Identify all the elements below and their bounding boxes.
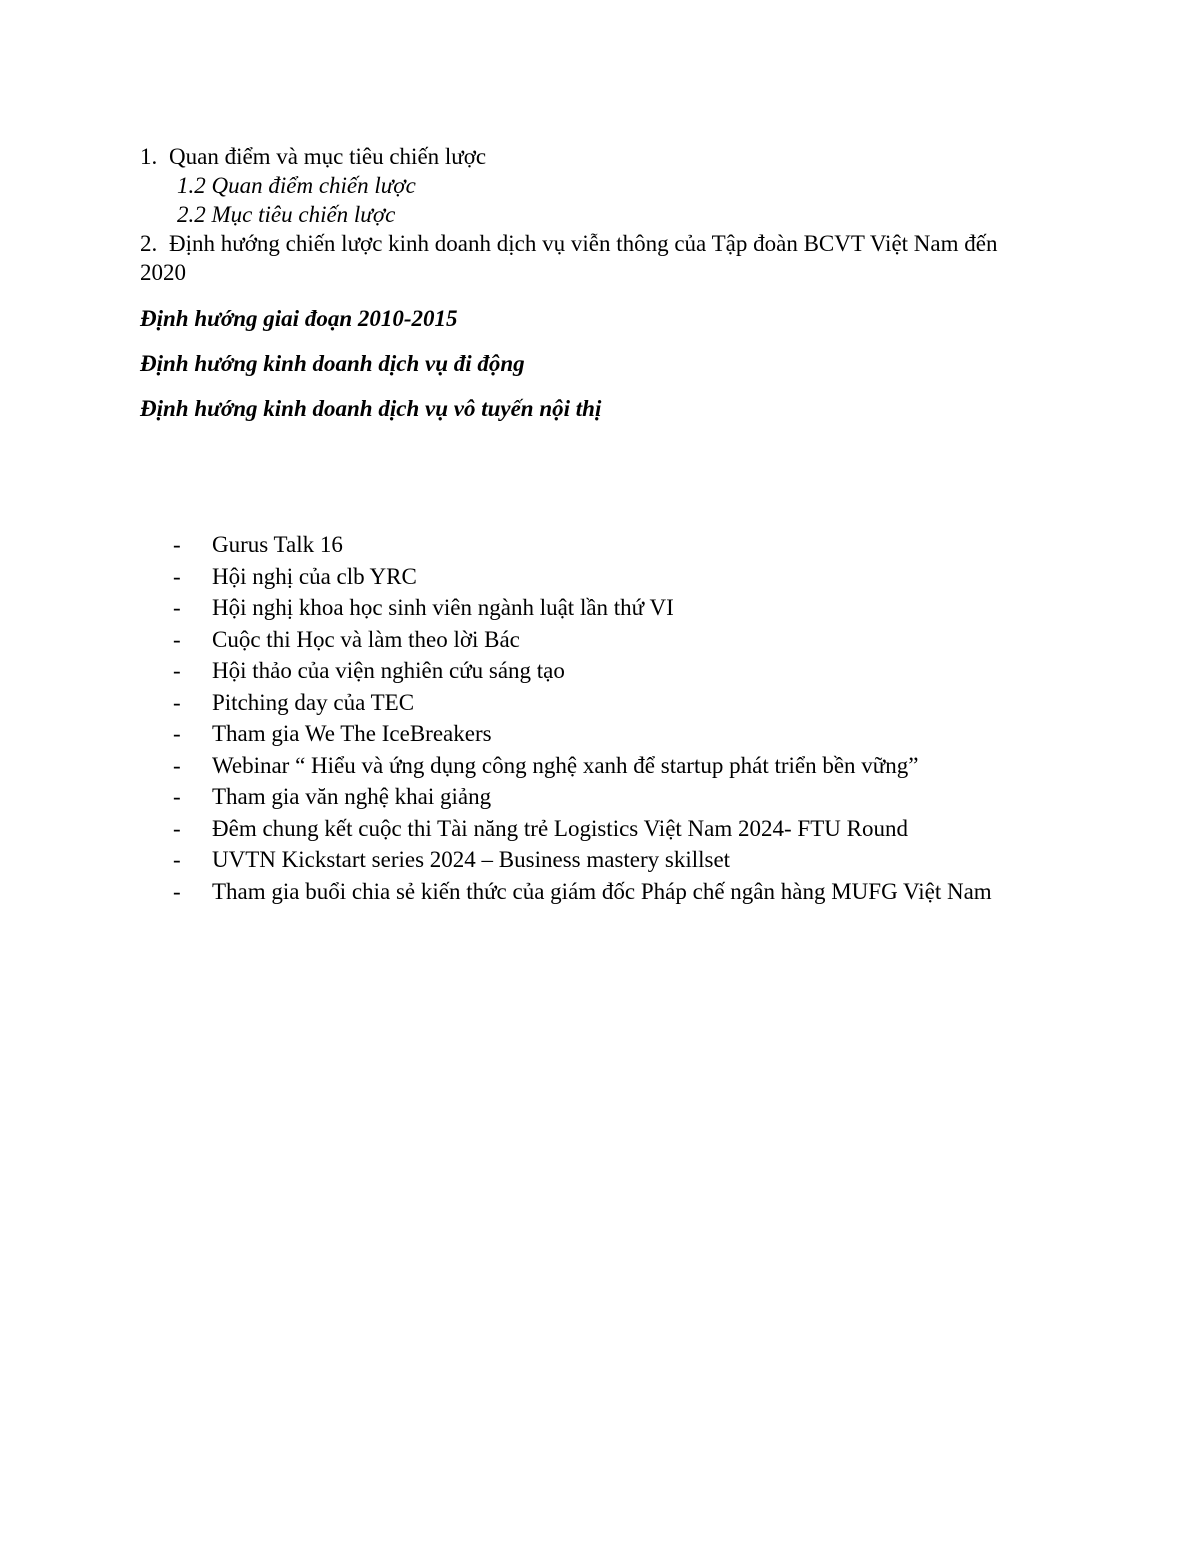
list-item-text: Cuộc thi Học và làm theo lời Bác <box>212 626 520 652</box>
section-heading: Định hướng kinh doanh dịch vụ đi động <box>140 351 525 376</box>
list-item <box>173 876 1043 908</box>
bullet-dash: - <box>173 689 181 715</box>
list-item-text: Hội nghị khoa học sinh viên ngành luật lần thứ VI <box>212 595 674 620</box>
outline-item-text: Quan điểm và mục tiêu chiến lược <box>169 144 487 169</box>
bullet-dash: - <box>173 815 181 841</box>
list-item-text: Hội thảo của viện nghiên cứu sáng tạo <box>212 658 565 683</box>
bullet-dash: - <box>173 595 181 620</box>
bullet-dash: - <box>173 721 181 746</box>
bullet-dash: - <box>173 784 181 809</box>
list-item-text: Đêm chung kết cuộc thi Tài năng trẻ Logistics Việt Nam 2024- FTU Round <box>212 815 908 841</box>
outline-item-number: 2. <box>140 231 158 256</box>
list-item <box>173 718 1043 750</box>
section-heading: Định hướng giai đoạn 2010-2015 <box>140 306 458 331</box>
list-item <box>173 813 1043 845</box>
bullet-dash: - <box>173 626 181 652</box>
events-list <box>173 529 1043 907</box>
list-item-text: Tham gia We The IceBreakers <box>212 721 492 746</box>
list-item <box>173 592 1043 624</box>
list-item <box>173 750 1043 782</box>
list-item-text: Pitching day của TEC <box>212 689 415 715</box>
outline-item-number: 1. <box>140 144 158 169</box>
strategy-outline <box>140 142 1040 423</box>
bullet-dash: - <box>173 847 181 872</box>
section-heading: Định hướng kinh doanh dịch vụ vô tuyến nội thị <box>140 396 602 421</box>
outline-item-text: Định hướng chiến lược kinh doanh dịch vụ viễn thông của Tập đoàn BCVT Việt Nam đến 2020 <box>140 231 998 285</box>
list-item-text: Hội nghị của clb YRC <box>212 563 417 589</box>
list-item-text: Tham gia buổi chia sẻ kiến thức của giám đốc Pháp chế ngân hàng MUFG Việt Nam <box>212 878 992 904</box>
list-item-text: Tham gia văn nghệ khai giảng <box>212 784 492 809</box>
list-item <box>173 529 1043 561</box>
bullet-dash: - <box>173 532 181 557</box>
list-item-text: Webinar “ Hiểu và ứng dụng công nghệ xanh để startup phát triển bền vững” <box>212 752 919 778</box>
bullet-dash: - <box>173 563 181 589</box>
outline-subitem-2: 2.2 Mục tiêu chiến lược <box>177 202 396 227</box>
list-item-text: Gurus Talk 16 <box>212 532 343 557</box>
bullet-dash: - <box>173 658 181 683</box>
list-item <box>173 687 1043 719</box>
list-item <box>173 624 1043 656</box>
list-item <box>173 561 1043 593</box>
list-item <box>173 844 1043 876</box>
list-item-text: UVTN Kickstart series 2024 – Business mastery skillset <box>212 847 731 872</box>
bullet-dash: - <box>173 878 181 904</box>
outline-item-2 <box>140 229 1040 287</box>
list-item <box>173 655 1043 687</box>
bullet-dash: - <box>173 752 181 778</box>
outline-subitem-1: 1.2 Quan điểm chiến lược <box>177 173 416 198</box>
outline-item-1 <box>140 142 1040 171</box>
list-item <box>173 781 1043 813</box>
